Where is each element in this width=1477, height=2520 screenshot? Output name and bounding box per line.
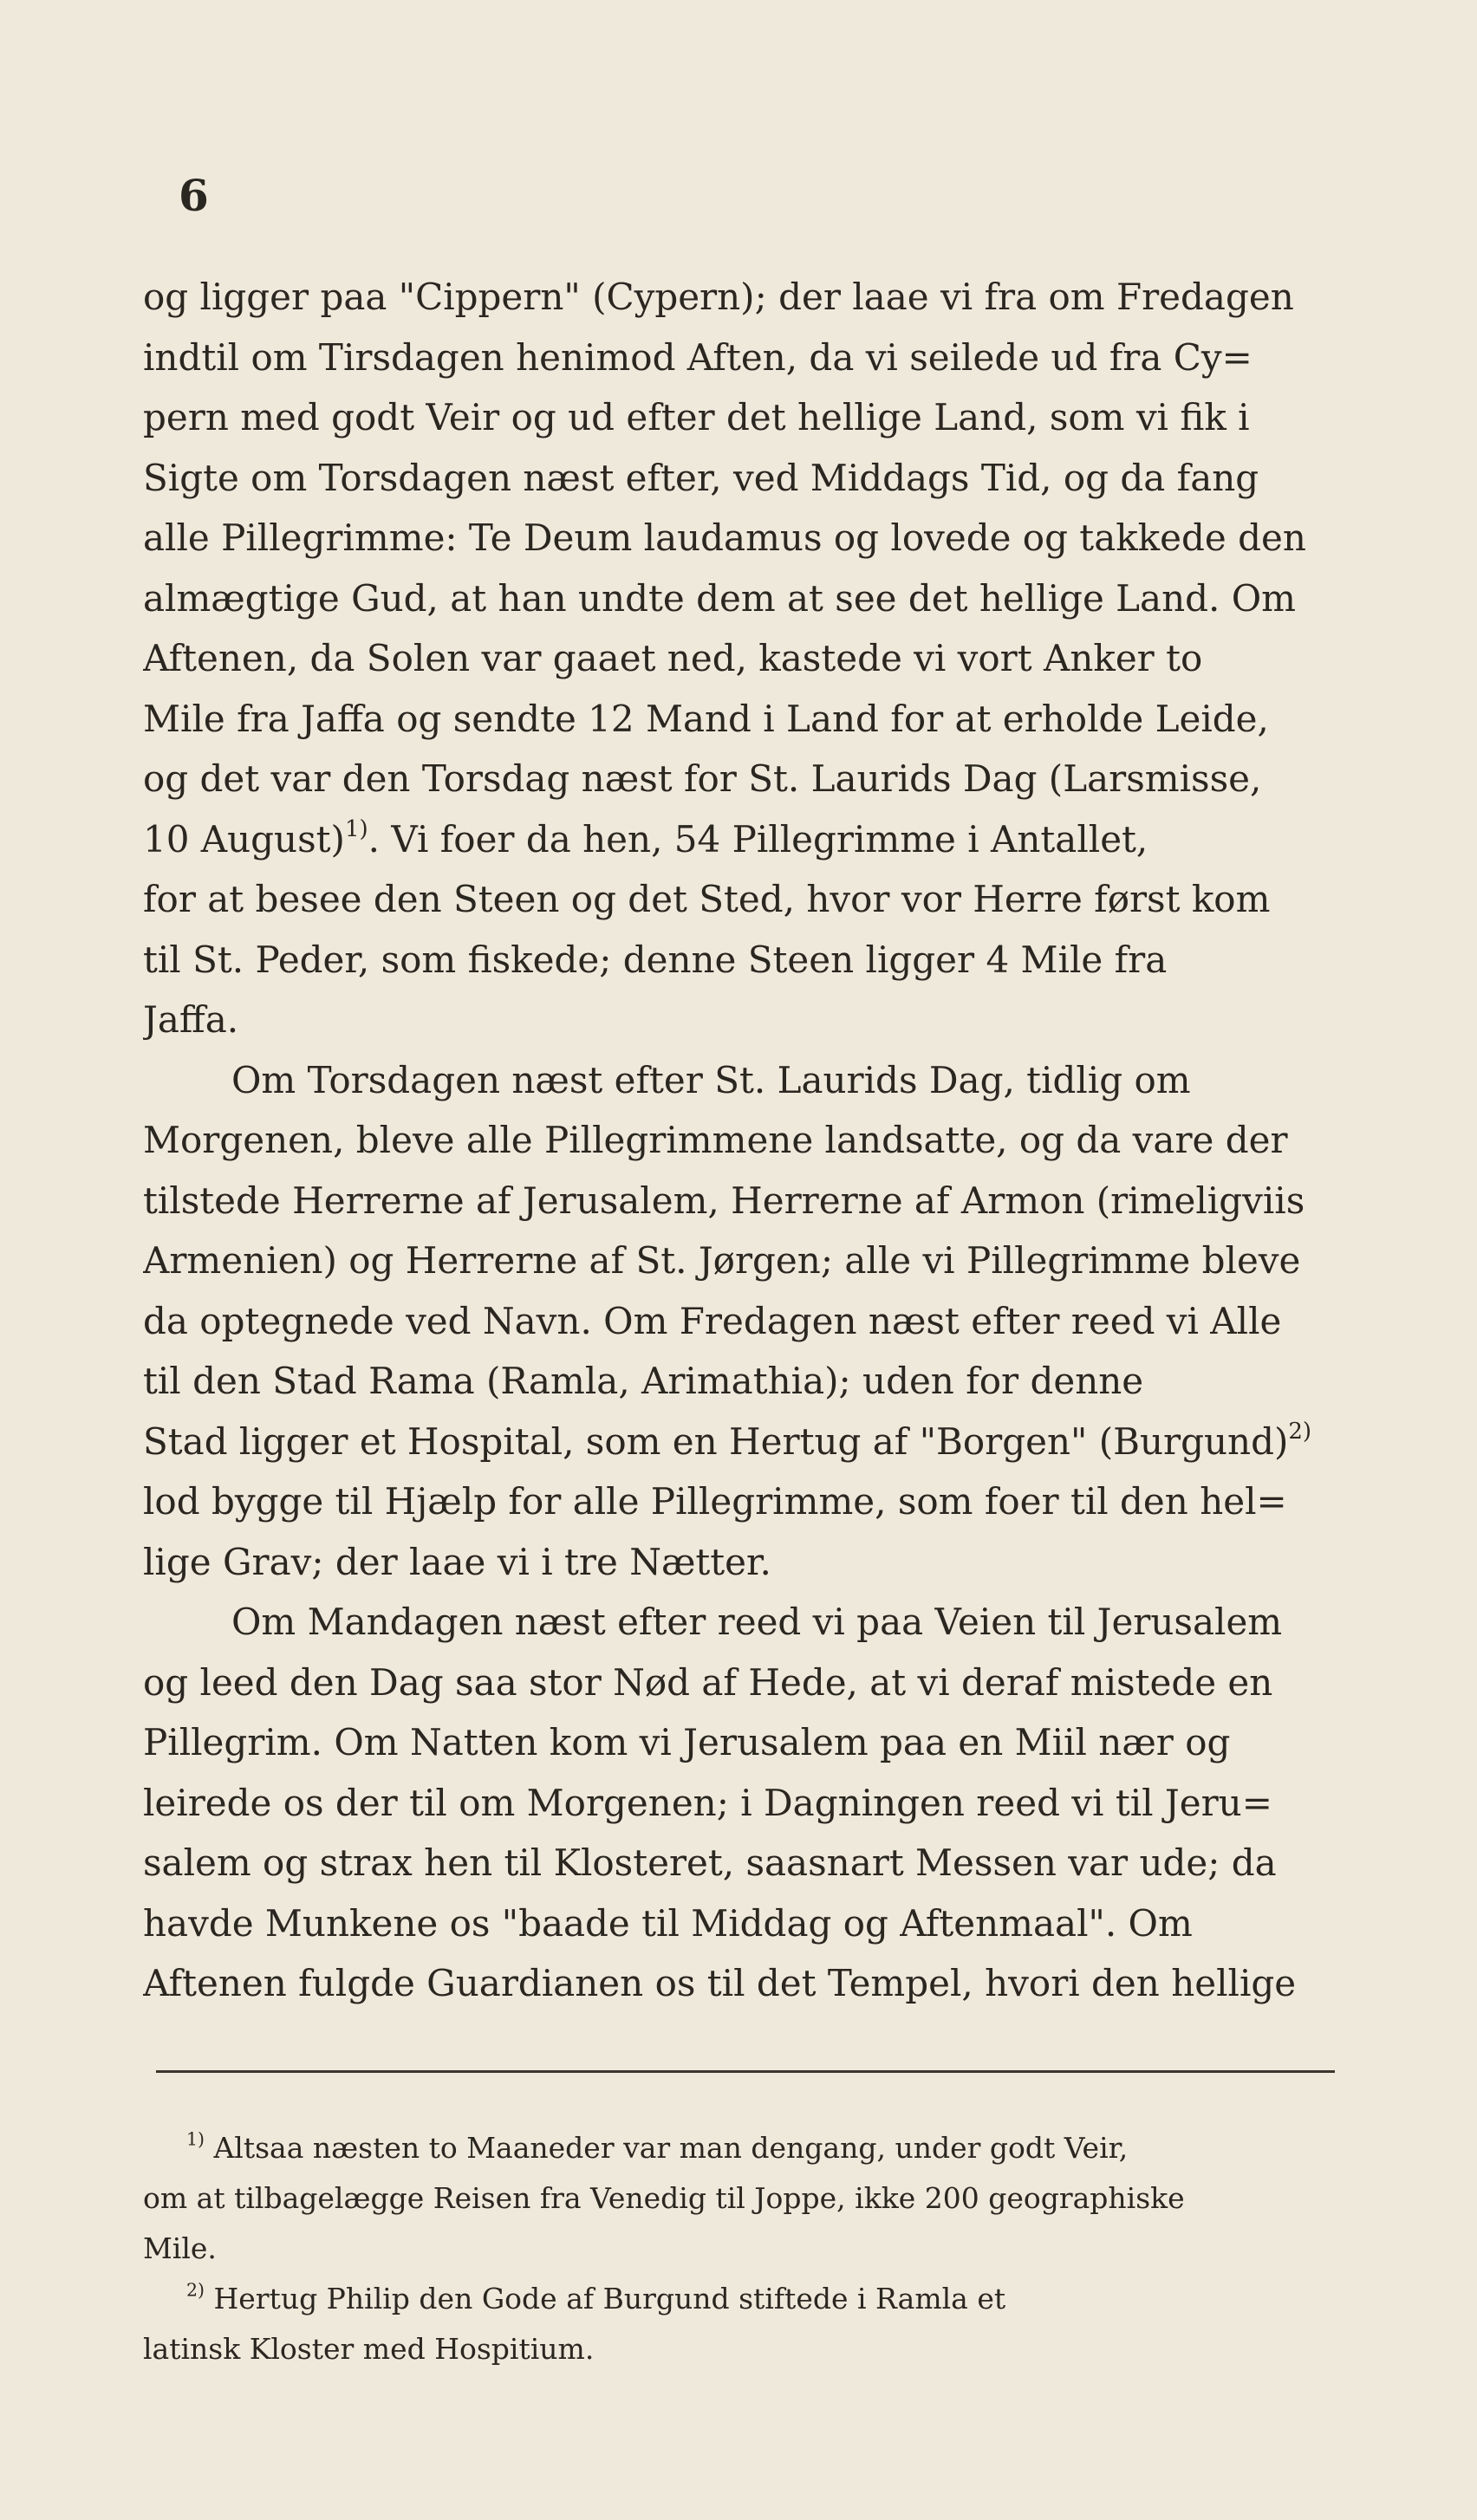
text-line (143, 1471, 1339, 1532)
text-line-text: indtil om Tirsdagen henimod Aften, da vi seilede ud fra Cy= (143, 335, 1253, 379)
footnote-line (143, 2324, 1339, 2374)
footnote-marker: 2) (1288, 1418, 1312, 1445)
page-number: 6 (179, 170, 209, 221)
footnote-line-text: latinsk Kloster med Hospitium. (143, 2332, 595, 2366)
text-line (143, 267, 1339, 328)
text-line-text: Om Torsdagen næst efter St. Laurids Dag, tidlig om (231, 1058, 1191, 1101)
text-line (143, 1231, 1339, 1291)
text-line (143, 749, 1339, 809)
text-line-text: Aftenen fulgde Guardianen os til det Tempel, hvori den hellige (143, 1962, 1297, 2004)
text-line-text: lige Grav; der laae vi i tre Nætter. (143, 1540, 771, 1583)
text-line (143, 1773, 1339, 1834)
text-line-text: tilstede Herrerne af Jerusalem, Herrerne af Armon (rimeligviis (143, 1179, 1305, 1222)
text-line (143, 568, 1339, 629)
text-line (143, 1110, 1339, 1171)
text-line-text: til den Stad Rama (Ramla, Arimathia); uden for denne (143, 1360, 1144, 1402)
footnotes (143, 2123, 1339, 2374)
text-line (143, 990, 1339, 1050)
text-line (143, 1291, 1339, 1352)
footnote-divider (156, 2070, 1335, 2073)
text-line-text: salem og strax hen til Klosteret, saasnart Messen var ude; da (143, 1841, 1277, 1884)
text-line (143, 1893, 1339, 1954)
text-line-text: og ligger paa "Cippern" (Cypern); der laae vi fra om Fredagen (143, 276, 1294, 318)
text-line (143, 1592, 1339, 1653)
text-line (143, 448, 1339, 509)
text-line-text: 10 August) (143, 817, 345, 861)
footnote-marker: 1) (344, 815, 368, 842)
text-line-text: Sigte om Torsdagen næst efter, ved Middags Tid, og da fang (143, 456, 1259, 499)
text-line (143, 628, 1339, 689)
footnote-line-tail: Altsaa næsten to Maaneder var man dengang, under godt Veir, (204, 2131, 1129, 2165)
text-line-text: Morgenen, bleve alle Pillegrimmene landsatte, og da vare der (143, 1119, 1288, 1161)
footnote-line (143, 2173, 1339, 2224)
text-line-text: da optegnede ved Navn. Om Fredagen næst efter reed vi Alle (143, 1299, 1282, 1342)
text-line (143, 508, 1339, 568)
footnote-marker: 2) (186, 2279, 205, 2301)
text-line-text: lod bygge til Hjælp for alle Pillegrimme, som foer til den hel= (143, 1480, 1287, 1523)
text-line (143, 930, 1339, 990)
text-line-text: og leed den Dag saa stor Nød af Hede, at vi deraf mistede en (143, 1660, 1273, 1704)
text-line-text: og det var den Torsdag næst for St. Laurids Dag (Larsmisse, (143, 757, 1262, 800)
text-line-text: Om Mandagen næst efter reed vi paa Veien til Jerusalem (231, 1601, 1283, 1643)
text-line (143, 387, 1339, 448)
text-line (143, 1351, 1339, 1412)
footnote-line-tail: Hertug Philip den Gode af Burgund stiftede i Ramla et (204, 2282, 1006, 2315)
text-line-text: for at besee den Steen og det Sted, hvor vor Herre først kom (143, 878, 1271, 920)
text-line (143, 1712, 1339, 1773)
text-line (143, 328, 1339, 388)
text-line (143, 1653, 1339, 1713)
text-line (143, 1532, 1339, 1593)
text-line-text: til St. Peder, som fiskede; denne Steen ligger 4 Mile fra (143, 938, 1168, 981)
text-line (143, 1953, 1339, 2014)
footnote-line-text: om at tilbagelægge Reisen fra Venedig til Joppe, ikke 200 geographiske (143, 2181, 1185, 2215)
text-line-text: Pillegrim. Om Natten kom vi Jerusalem paa en Miil nær og (143, 1721, 1231, 1763)
text-line-text: alle Pillegrimme: Te Deum laudamus og lovede og takkede den (143, 516, 1306, 559)
text-line-text: Mile fra Jaffa og sendte 12 Mand i Land for at erholde Leide, (143, 697, 1269, 740)
footnote-line (143, 2123, 1339, 2173)
text-line-text: Aftenen, da Solen var gaaet ned, kastede vi vort Anker to (143, 637, 1203, 679)
text-line-text: pern med godt Veir og ud efter det hellige Land, som vi fik i (143, 396, 1250, 438)
body-text (143, 267, 1339, 2014)
footnote-marker: 1) (186, 2128, 205, 2150)
text-line-text: leirede os der til om Morgenen; i Dagningen reed vi til Jeru= (143, 1781, 1272, 1824)
text-line-text: havde Munkene os "baade til Middag og Aftenmaal". Om (143, 1901, 1193, 1945)
text-line (143, 1412, 1339, 1472)
footnote-line (143, 2274, 1339, 2324)
footnote-line (143, 2224, 1339, 2274)
text-line (143, 1050, 1339, 1111)
text-line (143, 689, 1339, 750)
text-line-text: Armenien) og Herrerne af St. Jørgen; alle vi Pillegrimme bleve (143, 1239, 1301, 1282)
text-line-text: almægtige Gud, at han undte dem at see det hellige Land. Om (143, 576, 1296, 620)
text-line (143, 1833, 1339, 1893)
text-line (143, 869, 1339, 930)
footnote-line-text: Mile. (143, 2231, 217, 2265)
text-line (143, 1171, 1339, 1231)
text-line-tail: . Vi foer da hen, 54 Pillegrimme i Antallet, (368, 817, 1148, 861)
text-line-text: Jaffa. (143, 998, 239, 1041)
text-line-text: Stad ligger et Hospital, som en Hertug af "Borgen" (Burgund) (143, 1419, 1289, 1463)
text-line (143, 809, 1339, 870)
